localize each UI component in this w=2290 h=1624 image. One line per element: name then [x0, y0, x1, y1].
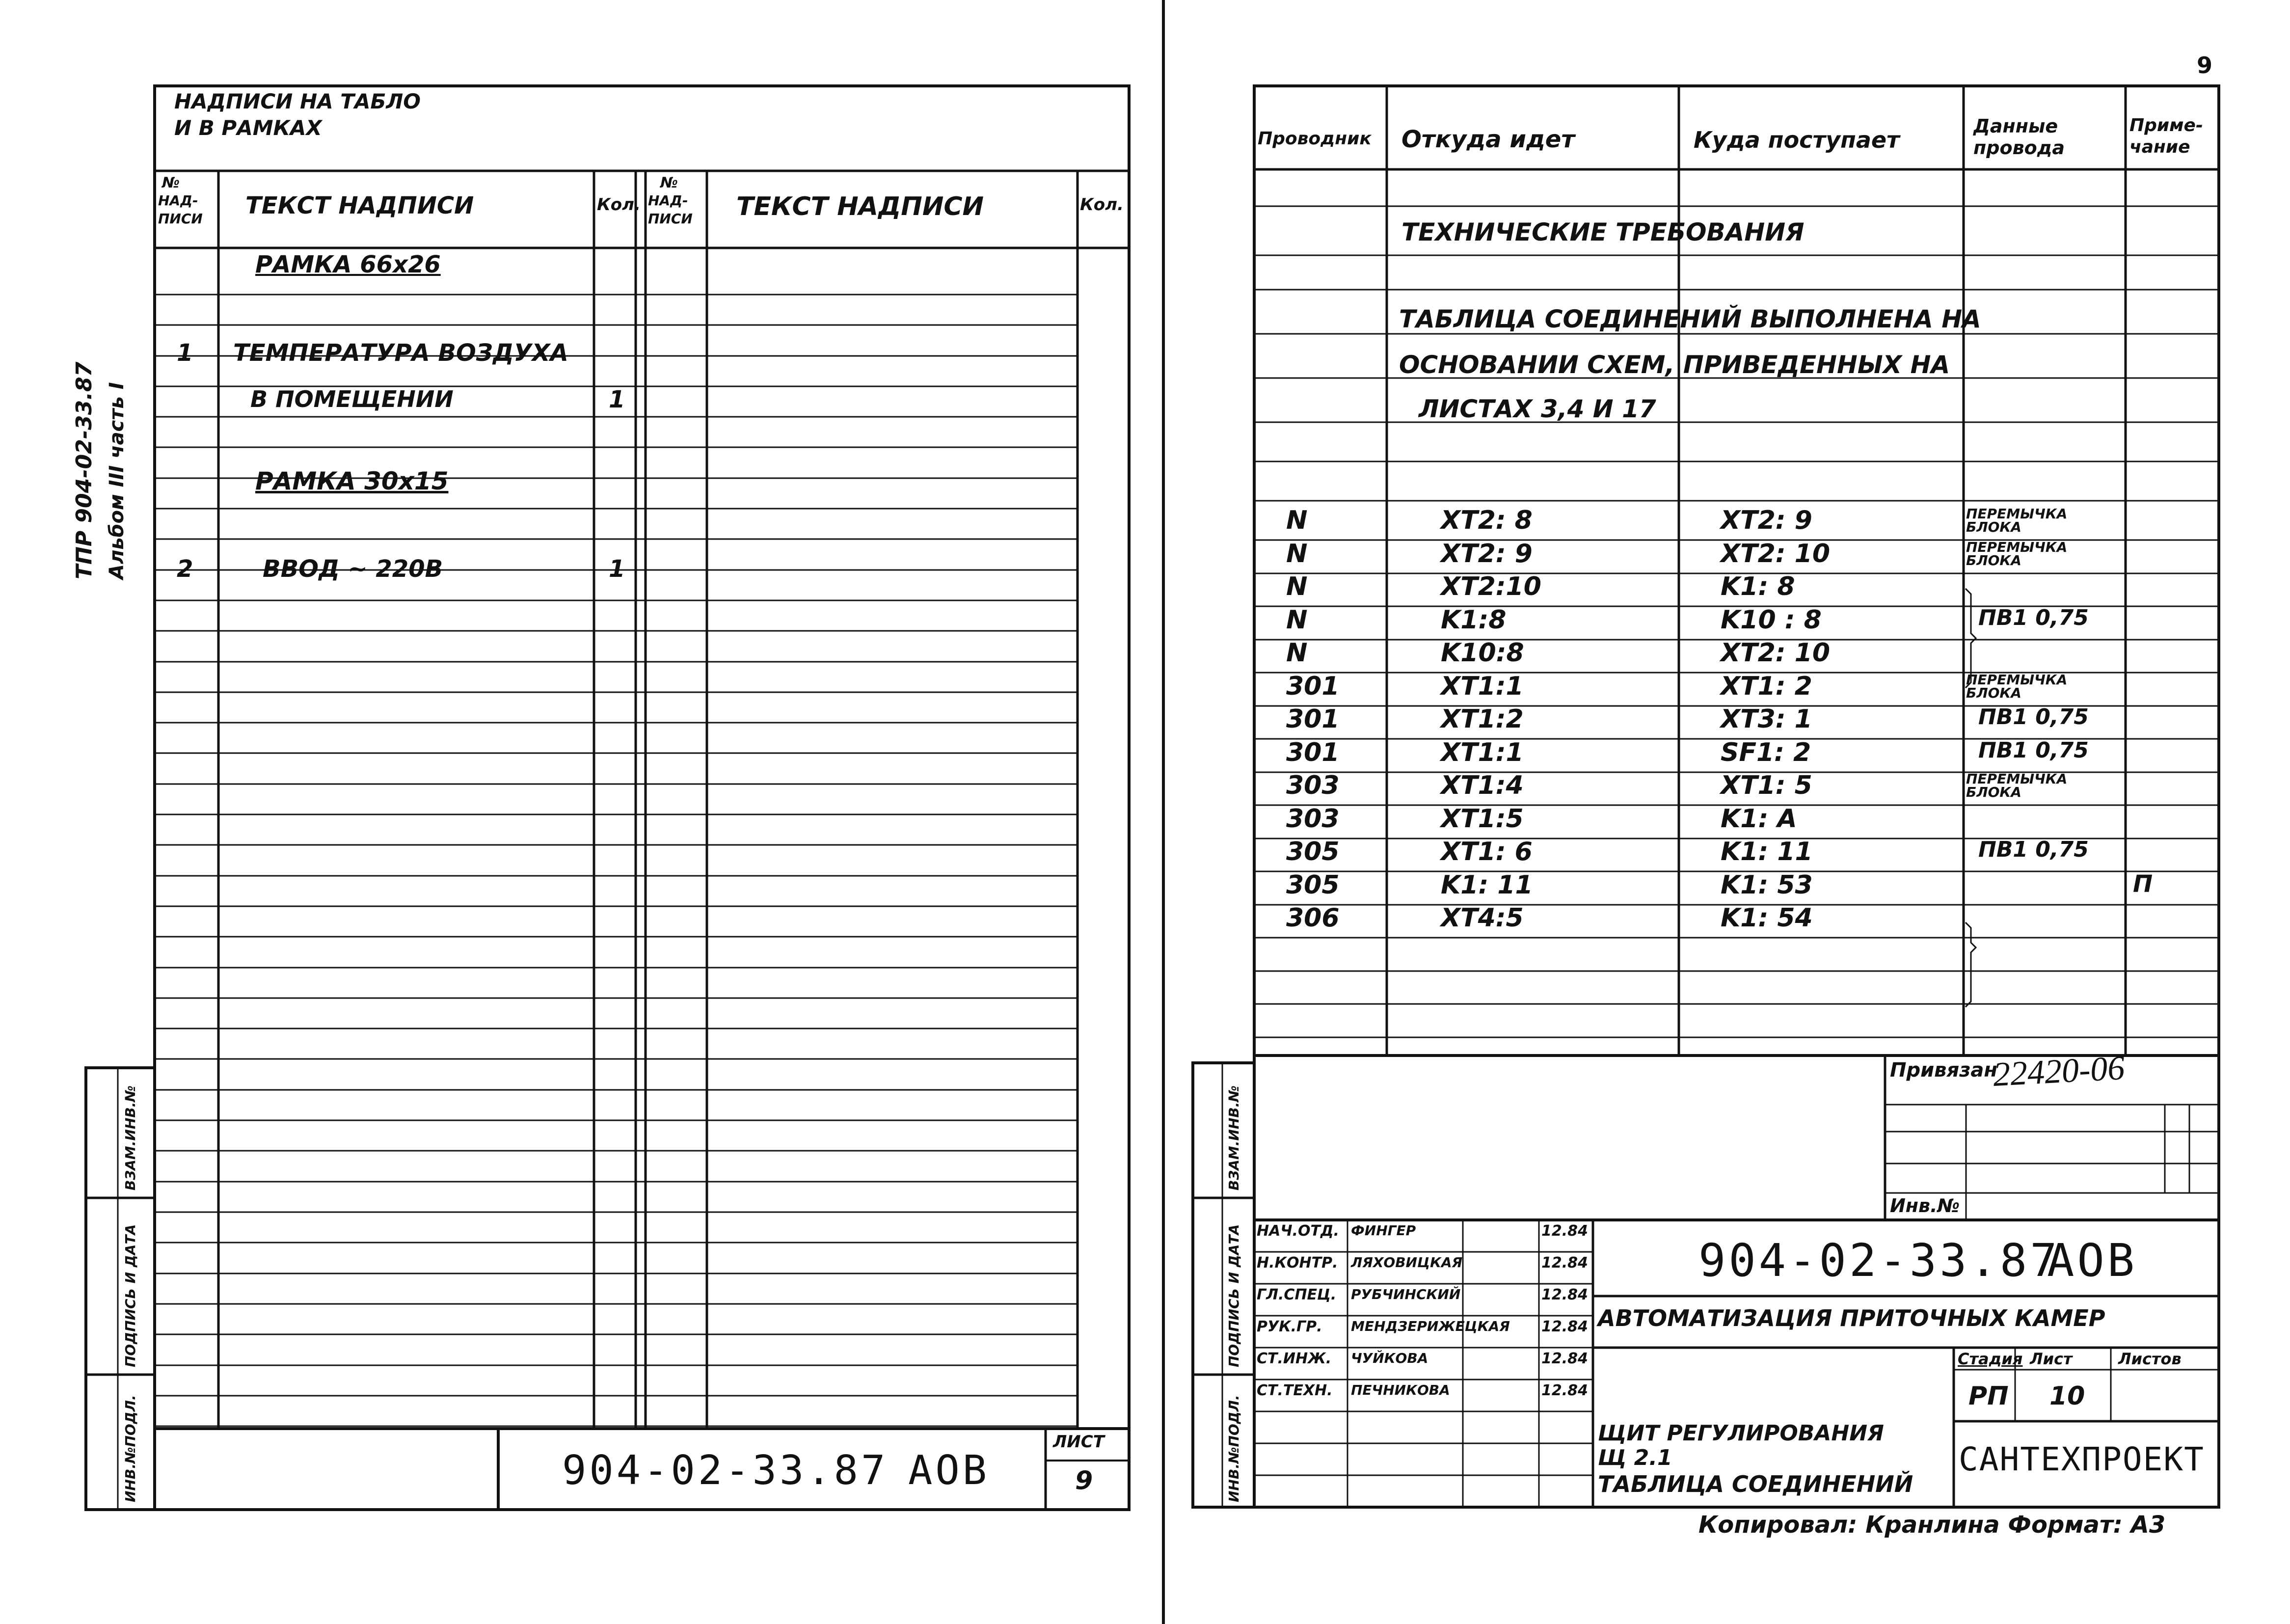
connection-wire: ПЕРЕМЫЧКА БЛОКА	[1966, 539, 2068, 568]
signature-name: МЕНДЗЕРИЖЕЦКАЯ	[1351, 1318, 1510, 1334]
connection-to: K1: 54	[1721, 903, 1813, 933]
sheets-label: Листов	[2118, 1350, 2182, 1368]
connection-to: K10 : 8	[1721, 605, 1822, 635]
row-2-text: ВВОД ~ 220В	[263, 555, 443, 583]
connection-from: XT4:5	[1441, 903, 1524, 933]
tech-line1: ТАБЛИЦА СОЕДИНЕНИЙ ВЫПОЛНЕНА НА	[1399, 305, 1981, 333]
connection-conductor: N	[1286, 539, 1308, 568]
header-note-line2: чание	[2129, 137, 2190, 157]
connection-conductor: N	[1286, 506, 1308, 535]
inv-no-label: Инв.№	[1890, 1195, 1960, 1217]
row-1-text: ТЕМПЕРАТУРА ВОЗДУХА	[233, 339, 568, 367]
signature-role: СТ.ИНЖ.	[1257, 1350, 1332, 1367]
col-no2-line2: НАД-	[648, 192, 688, 209]
connection-to: K1: 53	[1721, 870, 1813, 900]
connection-conductor: 305	[1286, 837, 1340, 866]
connection-conductor: 301	[1286, 672, 1340, 701]
connection-conductor: 301	[1286, 704, 1340, 734]
connection-wire: ПЕРЕМЫЧКА БЛОКА	[1966, 771, 2068, 800]
connection-conductor: N	[1286, 572, 1308, 601]
connection-from: XT1:5	[1441, 804, 1524, 834]
stage-value: РП	[1968, 1381, 2009, 1411]
connection-to: K1: 11	[1721, 837, 1813, 866]
right-stamp-signature-date: ПОДПИСЬ И ДАТА	[1226, 1224, 1242, 1367]
left-sheet-label: ЛИСТ	[1053, 1432, 1105, 1452]
left-stamp-inv-podl: ИНВ.№ПОДЛ.	[122, 1395, 138, 1502]
signature-role: Н.КОНТР.	[1257, 1254, 1338, 1272]
connection-conductor: 303	[1286, 804, 1340, 834]
sheet-title-line1: ЩИТ РЕГУЛИРОВАНИЯ	[1598, 1421, 1884, 1446]
connection-wire: ПВ1 0,75	[1978, 704, 2089, 730]
connection-wire: ПВ1 0,75	[1978, 605, 2089, 630]
signature-name: РУБЧИНСКИЙ	[1351, 1286, 1461, 1302]
privyazan-label: Привязан	[1890, 1059, 1998, 1082]
col-no-line1: №	[162, 174, 180, 191]
side-note-album: Альбом III часть I	[106, 382, 128, 579]
frame-66x26-label: РАМКА 66х26	[255, 251, 441, 278]
col-no-line2: НАД-	[158, 192, 198, 209]
connection-from: XT1:4	[1441, 771, 1524, 800]
col-qty2-header: Кол.	[1080, 195, 1124, 215]
header-from: Откуда идет	[1401, 126, 1575, 153]
col-qty-header: Кол.	[597, 195, 641, 215]
left-doc-suffix: АОВ	[908, 1447, 990, 1494]
signature-name: ФИНГЕР	[1351, 1222, 1416, 1239]
tech-requirements-title: ТЕХНИЧЕСКИЕ ТРЕБОВАНИЯ	[1401, 218, 1805, 246]
col-text-header: ТЕКСТ НАДПИСИ	[245, 192, 474, 219]
row-1-qty: 1	[609, 386, 625, 413]
sheet-label: Лист	[2030, 1350, 2073, 1368]
header-conductor: Проводник	[1258, 129, 1372, 149]
col-no-line3: ПИСИ	[158, 211, 203, 227]
signature-name: ПЕЧНИКОВА	[1351, 1382, 1450, 1398]
connection-from: XT1:1	[1441, 738, 1524, 767]
connection-to: XT2: 10	[1721, 539, 1831, 568]
col-no2-line3: ПИСИ	[648, 211, 693, 227]
handwritten-number: 22420-06	[1992, 1049, 2126, 1094]
signature-date: 12.84	[1541, 1382, 1588, 1399]
signature-date: 12.84	[1541, 1254, 1588, 1272]
connection-note: П	[2133, 870, 2153, 898]
signature-name: ЧУЙКОВА	[1351, 1350, 1428, 1366]
connection-from: XT1:2	[1441, 704, 1524, 734]
right-doc-code: 904-02-33.87	[1698, 1234, 2060, 1287]
right-doc-suffix: АОВ	[2047, 1234, 2138, 1287]
header-to: Куда поступает	[1694, 127, 1900, 153]
col-text2-header: ТЕКСТ НАДПИСИ	[736, 192, 984, 221]
connection-from: K1: 11	[1441, 870, 1533, 900]
page-number: 9	[2197, 52, 2213, 79]
connection-to: XT1: 2	[1721, 672, 1812, 701]
row-1-number: 1	[177, 339, 193, 367]
right-stamp-inv-podl: ИНВ.№ПОДЛ.	[1226, 1395, 1242, 1502]
connection-from: XT1: 6	[1441, 837, 1533, 866]
signature-role: СТ.ТЕХН.	[1257, 1382, 1333, 1399]
left-sheet-number: 9	[1075, 1466, 1093, 1495]
header-wire-line2: провода	[1973, 137, 2065, 159]
connection-wire: ПВ1 0,75	[1978, 738, 2089, 763]
signature-role: НАЧ.ОТД.	[1257, 1222, 1340, 1240]
sheet-title-line2: Щ 2.1	[1598, 1445, 1672, 1470]
connection-to: XT2: 10	[1721, 638, 1831, 668]
signature-date: 12.84	[1541, 1350, 1588, 1367]
connection-to: SF1: 2	[1721, 738, 1811, 767]
project-title: АВТОМАТИЗАЦИЯ ПРИТОЧНЫХ КАМЕР	[1598, 1305, 2105, 1331]
connection-from: XT1:1	[1441, 672, 1524, 701]
left-stamp-signature-date: ПОДПИСЬ И ДАТА	[122, 1224, 138, 1367]
connection-to: XT1: 5	[1721, 771, 1812, 800]
connection-conductor: 306	[1286, 903, 1340, 933]
heading-line1: НАДПИСИ НА ТАБЛО	[174, 89, 421, 113]
connection-conductor: N	[1286, 605, 1308, 635]
row-2-number: 2	[177, 555, 193, 583]
connection-conductor: N	[1286, 638, 1308, 668]
connection-from: XT2:10	[1441, 572, 1541, 601]
connection-from: K1:8	[1441, 605, 1507, 635]
connection-conductor: 303	[1286, 771, 1340, 800]
tech-line3: ЛИСТАХ 3,4 И 17	[1419, 395, 1656, 423]
tech-line2: ОСНОВАНИИ СХЕМ, ПРИВЕДЕННЫХ НА	[1399, 351, 1950, 379]
header-note-line1: Приме-	[2129, 115, 2203, 135]
signature-role: ГЛ.СПЕЦ.	[1257, 1286, 1337, 1303]
connection-from: XT2: 8	[1441, 506, 1533, 535]
signature-date: 12.84	[1541, 1222, 1588, 1240]
connection-to: XT3: 1	[1721, 704, 1812, 734]
sheet-number: 10	[2049, 1381, 2085, 1411]
sheet-title-line3: ТАБЛИЦА СОЕДИНЕНИЙ	[1598, 1471, 1913, 1497]
signature-date: 12.84	[1541, 1286, 1588, 1303]
footer-copy-format: Копировал: Кранлина Формат: А3	[1698, 1511, 2166, 1539]
connection-wire: ПЕРЕМЫЧКА БЛОКА	[1966, 672, 2068, 701]
left-doc-code: 904-02-33.87	[562, 1447, 889, 1494]
connection-wire: ПЕРЕМЫЧКА БЛОКА	[1966, 506, 2068, 535]
frame-30x15-label: РАМКА 30х15	[255, 467, 449, 495]
right-stamp-vzam-inv: ВЗАМ.ИНВ.№	[1226, 1085, 1242, 1191]
connection-to: K1: 8	[1721, 572, 1795, 601]
connection-wire: ПВ1 0,75	[1978, 837, 2089, 862]
signature-name: ЛЯХОВИЦКАЯ	[1351, 1254, 1463, 1271]
row-2-qty: 1	[609, 555, 625, 583]
heading-line2: И В РАМКАХ	[174, 116, 322, 140]
connection-conductor: 305	[1286, 870, 1340, 900]
header-wire-line1: Данные	[1973, 115, 2058, 137]
connection-from: XT2: 9	[1441, 539, 1533, 568]
connection-to: K1: A	[1721, 804, 1797, 834]
connection-to: XT2: 9	[1721, 506, 1812, 535]
row-1-text-cont: В ПОМЕЩЕНИИ	[250, 386, 454, 412]
signature-date: 12.84	[1541, 1318, 1588, 1335]
stage-label: Стадия	[1958, 1350, 2023, 1368]
side-note-designation: ТПР 904-02-33.87	[72, 361, 97, 579]
connection-from: K10:8	[1441, 638, 1524, 668]
organization: САНТЕХПРОЕКТ	[1959, 1440, 2205, 1478]
signature-role: РУК.ГР.	[1257, 1318, 1322, 1335]
left-stamp-vzam-inv: ВЗАМ.ИНВ.№	[122, 1085, 138, 1191]
connection-conductor: 301	[1286, 738, 1340, 767]
col-no2-line1: №	[660, 174, 678, 191]
